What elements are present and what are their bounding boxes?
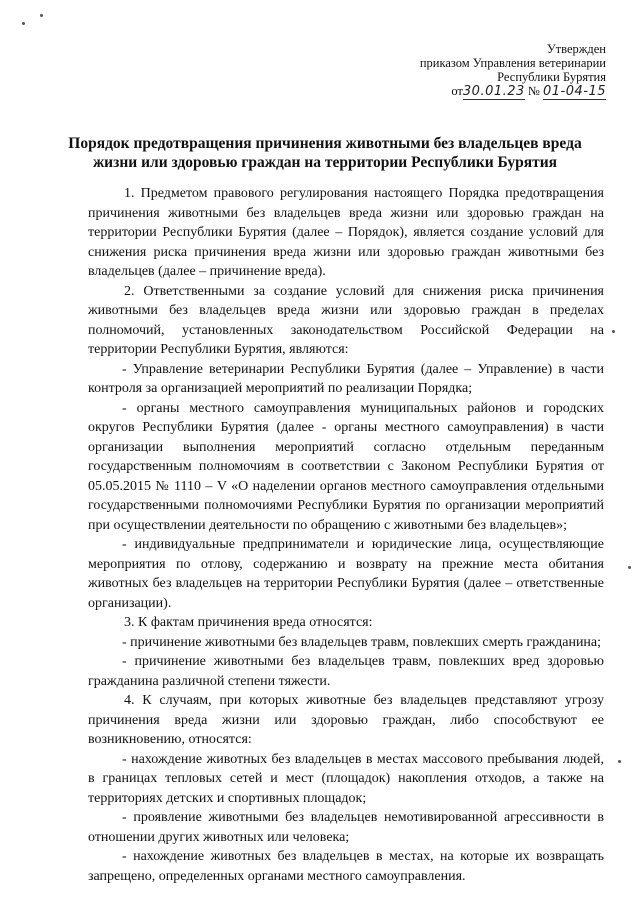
date-prefix: от [451, 84, 463, 98]
list-item: - Управление ветеринарии Республики Бурятия (далее – Управление) в части контроля за организацией мероприятий по реализации Порядка; [88, 361, 604, 396]
scan-speck [612, 330, 615, 333]
paragraph-2: 2. Ответственными за создание условий для снижения риска причинения животными без владельцев вреда жизни или здоровью граждан в пределах полномочий, установленных законодательством Российской Федерации на территории Республики Бурятия, являются: [88, 283, 604, 357]
approval-line-1: Утвержден [546, 42, 606, 56]
number-prefix: № [527, 84, 540, 98]
list-item: - проявление животными без владельцев немотивированной агрессивности в отношении других животных или человека; [88, 810, 604, 845]
list-item: - органы местного самоуправления муниципальных районов и городских округов Республики Бурятия (далее - органы местного самоуправления) в части организации выполнения мероприятий согласно отдельным переданным государственным полномочиям в соответствии с Законом Республики Бурятия от 05.05.2015 № 1110 – V «О наделении органов местного самоуправления отдельными государственными полномочиями Республики Бурятия по организации мероприятий при осуществлении деятельности по обращению с животными без владельцев»; [88, 400, 604, 533]
scan-speck [628, 566, 631, 569]
paragraph-1: 1. Предметом правового регулирования настоящего Порядка предотвращения причинения животными без владельцев вреда жизни или здоровью граждан на территории Республики Бурятия (далее – Порядок), является создание условий для снижения риска причинения вреда жизни или здоровью граждан животными без владельцев (далее – причинение вреда). [88, 186, 604, 279]
list-item: - причинение животными без владельцев травм, повлекших смерть гражданина; [122, 634, 602, 650]
approval-date: 30.01.23 [462, 84, 525, 99]
approval-line-2: приказом Управления ветеринарии [419, 56, 606, 70]
list-item: - нахождение животных без владельцев в местах, на которые их возвращать запрещено, определенных органами местного самоуправления. [88, 849, 604, 884]
document-body [88, 184, 604, 886]
scan-speck [618, 760, 621, 763]
scan-speck [22, 22, 25, 25]
approval-block [326, 42, 606, 100]
paragraph-3: 3. К фактам причинения вреда относятся: [124, 615, 373, 630]
document-title: Порядок предотвращения причинения животными без владельцев вреда жизни или здоровью граждан на территории Республики Бурятия [68, 135, 582, 171]
approval-date-line [326, 84, 606, 100]
list-item: - нахождение животных без владельцев в местах массового пребывания людей, в границах тепловых сетей и мест (площадок) накопления отходов, а также на территориях детских и спортивных площадок; [88, 751, 604, 806]
approval-number: 01-04-15 [542, 84, 606, 99]
scan-speck [40, 14, 43, 17]
list-item: - индивидуальные предприниматели и юридические лица, осуществляющие мероприятия по отлову, содержанию и возврату на прежние места обитания животных без владельцев на территории Республики Бурятия (далее – ответственные организации). [88, 537, 604, 611]
list-item: - причинение животными без владельцев травм, повлекших вред здоровью гражданина различной степени тяжести. [88, 654, 604, 689]
paragraph-4: 4. К случаям, при которых животные без владельцев представляют угрозу причинения вреда жизни или здоровью граждан, либо способствуют ее возникновению, относятся: [88, 693, 604, 747]
approval-line-3: Республики Бурятия [497, 70, 606, 84]
